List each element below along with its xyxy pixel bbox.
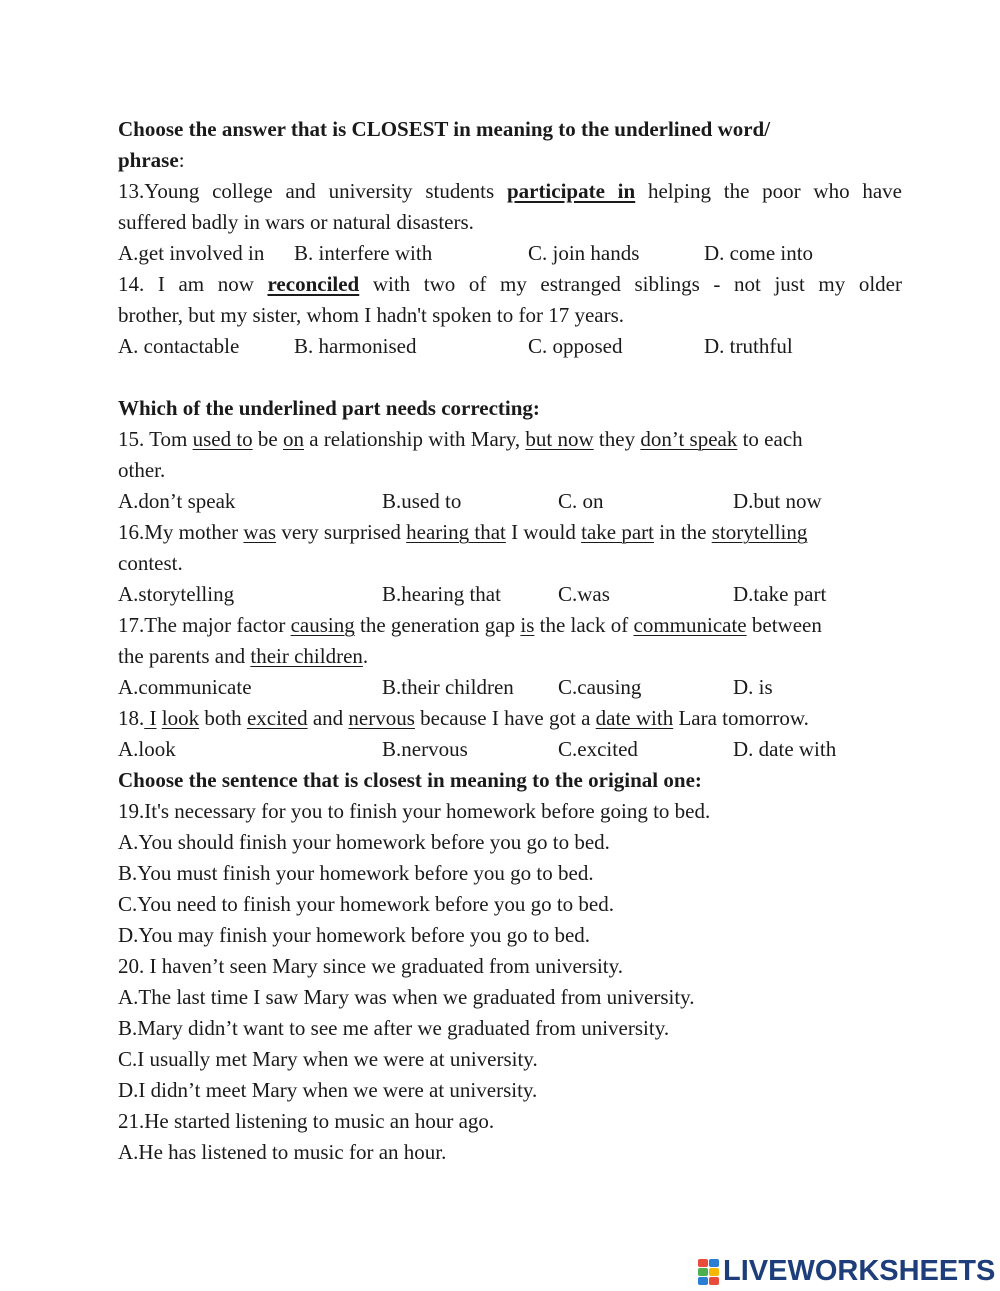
- q17-option-c[interactable]: C.causing: [558, 675, 642, 699]
- liveworksheets-logo-icon: [698, 1257, 720, 1285]
- q17-option-b[interactable]: B.their children: [382, 675, 514, 699]
- q14-stem-line2: brother, but my sister, whom I hadn't spoken to for 17 years.: [118, 303, 625, 327]
- q18-option-b[interactable]: B.nervous: [382, 737, 468, 761]
- worksheet: [118, 114, 902, 1168]
- q13-key-phrase: participate in: [506, 179, 636, 203]
- q14-option-c[interactable]: C. opposed: [528, 334, 623, 358]
- q19-option-b[interactable]: B.You must finish your homework before you go to bed.: [118, 861, 594, 885]
- q19-option-c[interactable]: C.You need to finish your homework before you go to bed.: [118, 892, 614, 916]
- q14-option-d[interactable]: D. truthful: [704, 334, 793, 358]
- brand-name[interactable]: LIVEWORKSHEETS: [723, 1255, 996, 1287]
- q20-option-c[interactable]: C.I usually met Mary when we were at university.: [118, 1047, 538, 1071]
- q15-option-d[interactable]: D.but now: [733, 489, 822, 513]
- q17-stem-line2: the parents and their children.: [118, 644, 369, 668]
- q16-option-b[interactable]: B.hearing that: [382, 582, 501, 606]
- q18-option-c[interactable]: C.excited: [558, 737, 638, 761]
- q16-stem-line2: contest.: [118, 551, 183, 575]
- q20-stem: 20. I haven’t seen Mary since we graduated from university.: [118, 954, 624, 978]
- q19-option-d[interactable]: D.You may finish your homework before you go to bed.: [118, 923, 591, 947]
- q18-stem-line1: 18. I look both excited and nervous because I have got a date with Lara tomorrow.: [118, 706, 809, 730]
- q19-stem: 19.It's necessary for you to finish your homework before going to bed.: [118, 799, 711, 823]
- section2-heading: Which of the underlined part needs correcting:: [118, 396, 540, 420]
- q18-option-d[interactable]: D. date with: [733, 737, 837, 761]
- section3-heading: Choose the sentence that is closest in meaning to the original one:: [118, 768, 702, 792]
- q14-option-a[interactable]: A. contactable: [118, 334, 240, 358]
- q18-options: [118, 734, 902, 765]
- q16-stem-line1: 16.My mother was very surprised hearing that I would take part in the storytelling: [118, 520, 808, 544]
- q13-option-b[interactable]: B. interfere with: [294, 241, 433, 265]
- q16-option-d[interactable]: D.take part: [733, 582, 827, 606]
- q14-option-b[interactable]: B. harmonised: [294, 334, 417, 358]
- q21-stem: 21.He started listening to music an hour ago.: [118, 1109, 495, 1133]
- q13-stem-line2: suffered badly in wars or natural disasters.: [118, 210, 474, 234]
- q16-option-a[interactable]: A.storytelling: [118, 582, 235, 606]
- q16-option-c[interactable]: C.was: [558, 582, 610, 606]
- q14-key-word: reconciled: [267, 272, 360, 296]
- q13-option-c[interactable]: C. join hands: [528, 241, 640, 265]
- q21-option-a[interactable]: A.He has listened to music for an hour.: [118, 1140, 447, 1164]
- q13-option-d[interactable]: D. come into: [704, 241, 814, 265]
- q17-options: [118, 672, 902, 703]
- section1-heading: Choose the answer that is CLOSEST in meaning to the underlined word/: [118, 117, 771, 141]
- liveworksheets-footer: [698, 1254, 995, 1288]
- q14-stem-line1: 14. I am now reconciled with two of my estranged siblings - not just my older: [118, 272, 902, 296]
- q17-stem-line1: 17.The major factor causing the generation gap is the lack of communicate between: [118, 613, 822, 637]
- q20-option-b[interactable]: B.Mary didn’t want to see me after we graduated from university.: [118, 1016, 670, 1040]
- q15-option-a[interactable]: A.don’t speak: [118, 489, 236, 513]
- q20-option-a[interactable]: A.The last time I saw Mary was when we graduated from university.: [118, 985, 695, 1009]
- q15-option-c[interactable]: C. on: [558, 489, 604, 513]
- q14-options: [118, 331, 902, 362]
- q20-option-d[interactable]: D.I didn’t meet Mary when we were at university.: [118, 1078, 538, 1102]
- q15-option-b[interactable]: B.used to: [382, 489, 462, 513]
- q17-option-a[interactable]: A.communicate: [118, 675, 252, 699]
- q15-options: [118, 486, 902, 517]
- q13-stem-line1: 13.Young college and university students participate in helping the poor who have: [118, 179, 902, 203]
- section1-heading-cont: phrase:: [118, 148, 185, 172]
- q13-options: [118, 238, 902, 269]
- q18-option-a[interactable]: A.look: [118, 737, 176, 761]
- q15-stem-line2: other.: [118, 458, 166, 482]
- q15-stem-line1: 15. Tom used to be on a relationship with Mary, but now they don’t speak to each: [118, 427, 803, 451]
- q17-option-d[interactable]: D. is: [733, 675, 773, 699]
- q16-options: [118, 579, 902, 610]
- q19-option-a[interactable]: A.You should finish your homework before you go to bed.: [118, 830, 610, 854]
- q13-option-a[interactable]: A.get involved in: [118, 241, 265, 265]
